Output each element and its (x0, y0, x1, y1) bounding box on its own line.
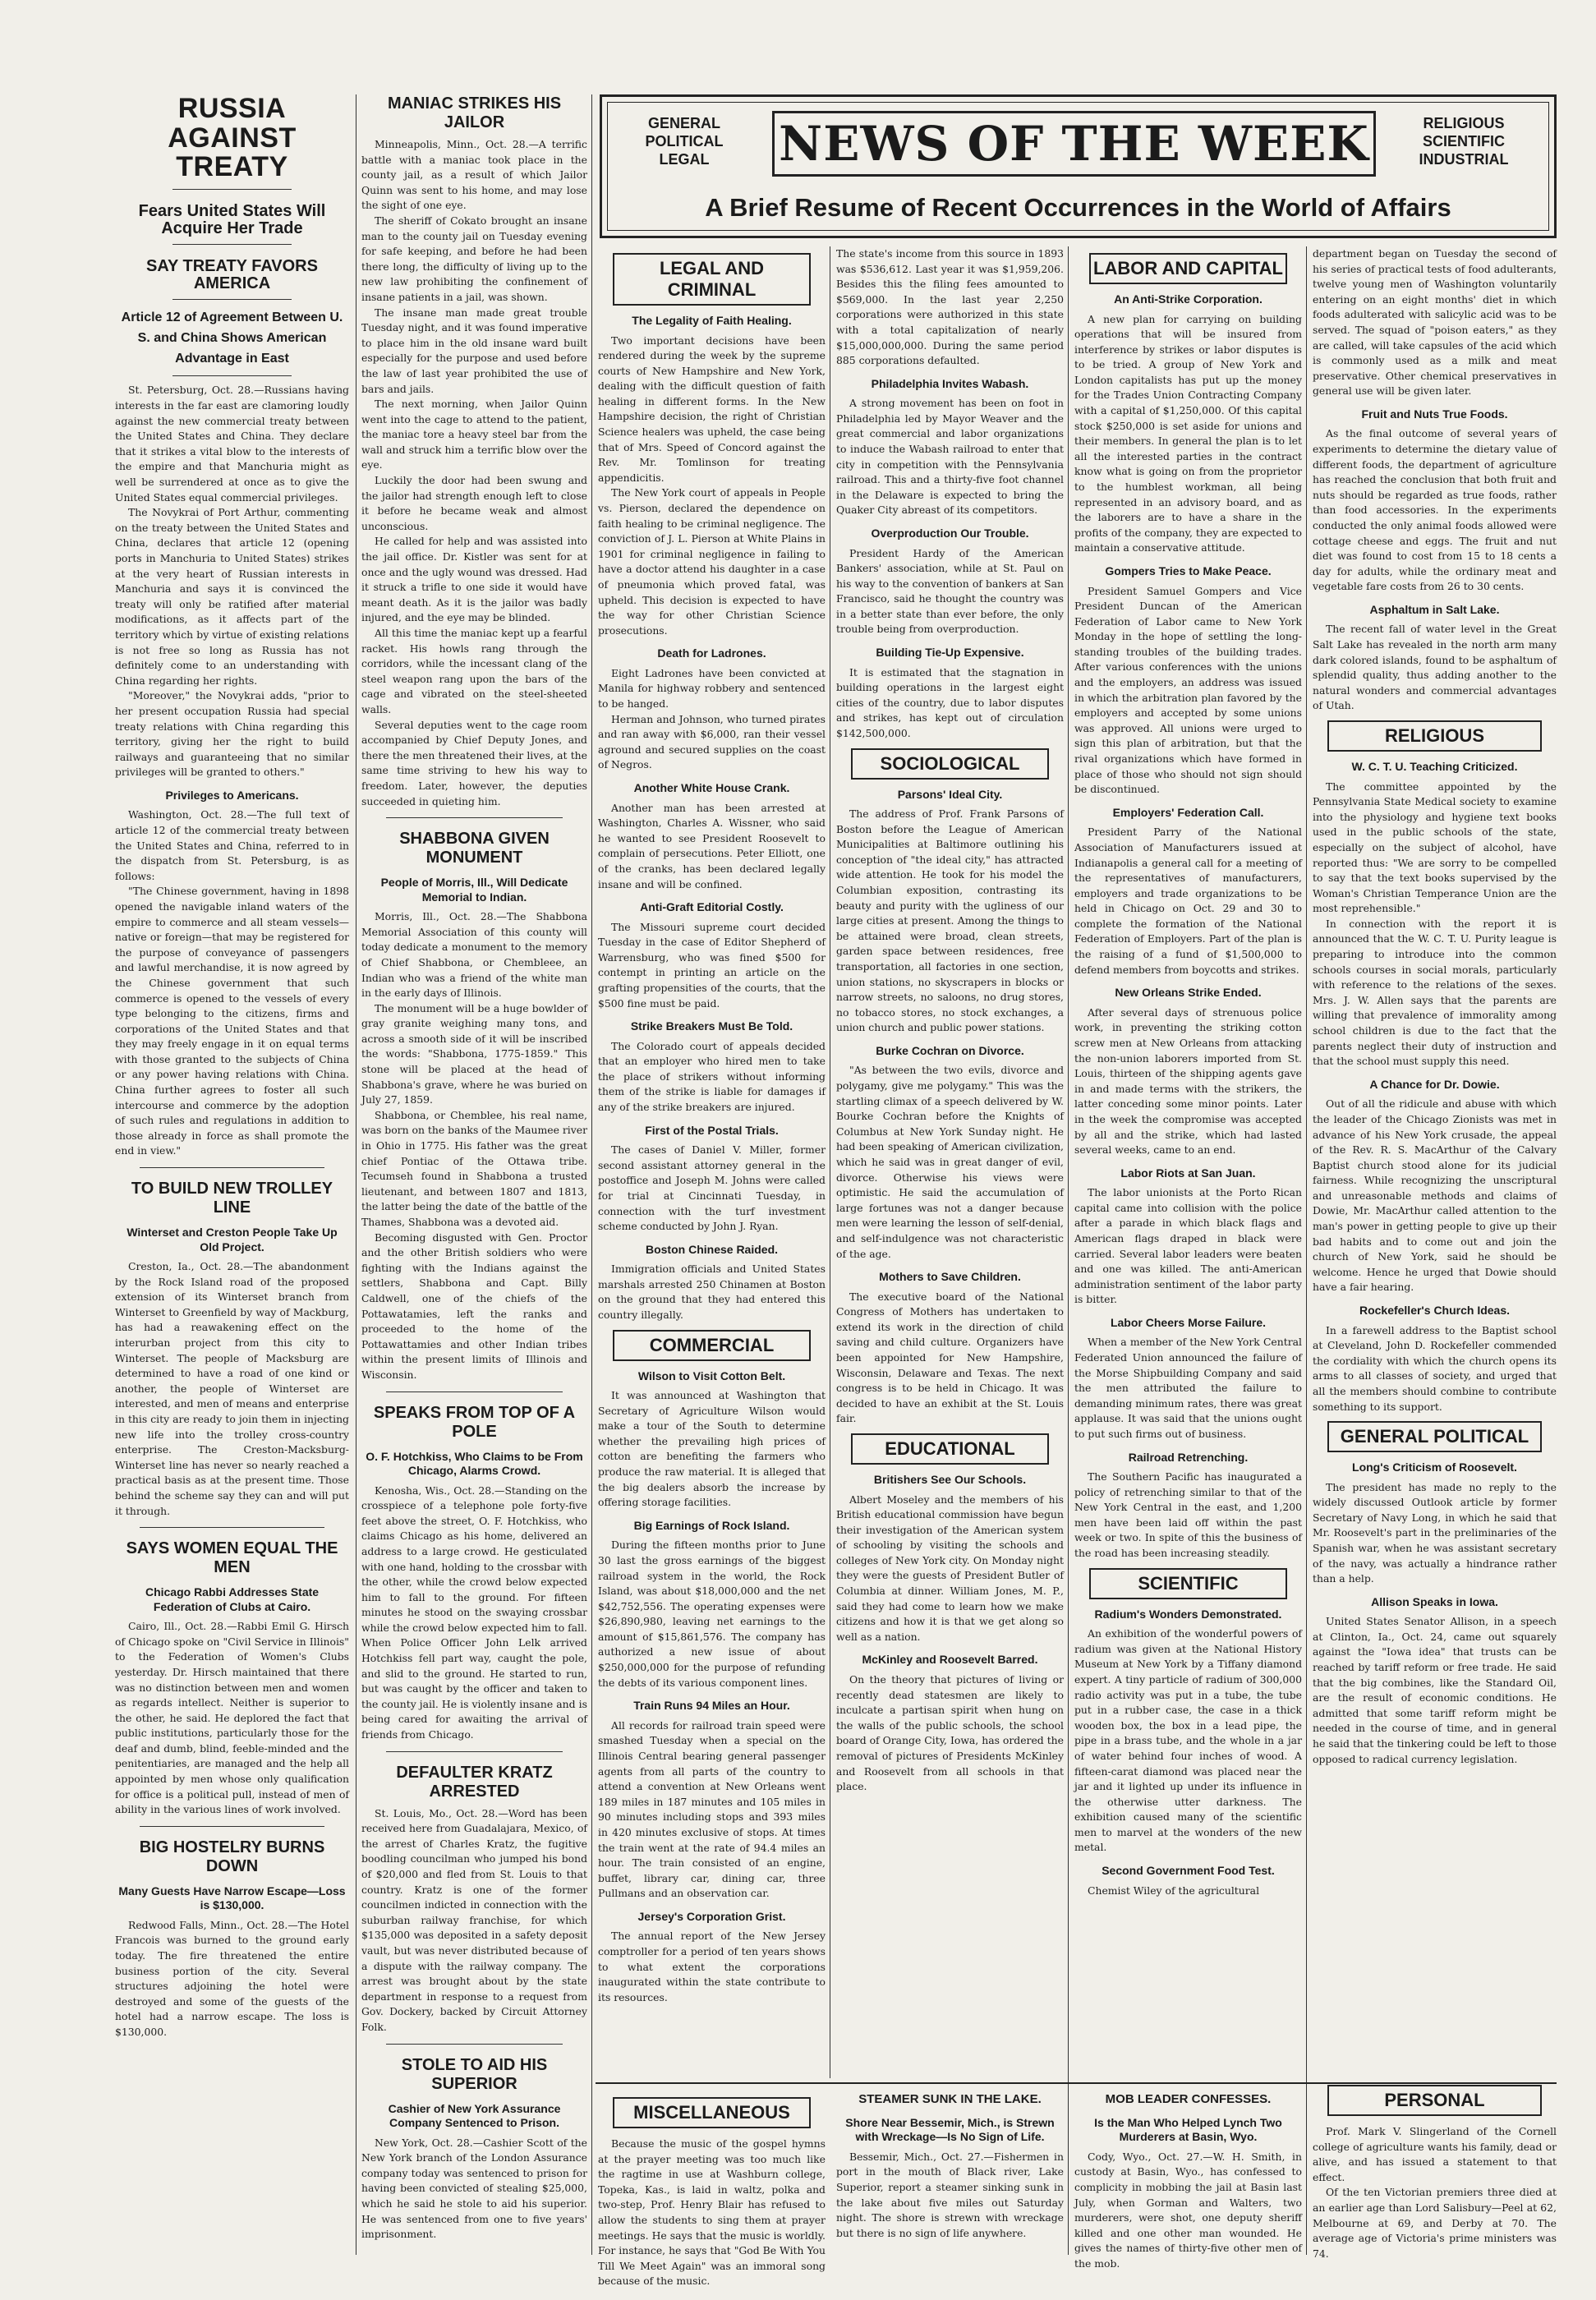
tag-general: GENERAL (647, 115, 720, 131)
section-general-political: GENERAL POLITICAL (1327, 1421, 1542, 1452)
article-paragraph: As the final outcome of several years of experiments to determine the dietary value of different foods, the department of agriculture has reached the conclusion that both fruit and nuts should be regarded as true foods, rather than food accessories. In the experiments conducted the only animal foods allowed were cottage cheese and eggs. The fruit and nut diet was found to cost from 15 to 18 cents a day for adults, while the ordinary meat and vegetable fare costs from 26 to 30 cents. (1313, 427, 1557, 593)
divider (140, 1167, 324, 1168)
article-paragraph: All this time the maniac kept up a fearful racket. His howls rang through the corridors, while the incessant clang of the steel weapon rang upon the bars of the cage and vibrated on the steel-sheeted walls. (361, 627, 587, 715)
article-paragraph: The executive board of the National Congress of Mothers has undertaken to extend its work in the direction of child saving and child culture. Organizers have been appointed for New Hampshire, Wisconsin, Delaware and Texas. The next congress is to be held in Chicago. It was decided to have an exhibit at the St. Louis fair. (836, 1290, 1064, 1425)
tag-legal: LEGAL (659, 151, 710, 168)
article-paragraph: Prof. Mark V. Slingerland of the Cornell college of agriculture wants his family, dead or alive, and has issued a statement to that effect. (1313, 2125, 1557, 2183)
article-paragraph: The annual report of the New Jersey comptroller for a period of ten years shows to what extent the corporations inaugurated within the state contribute to its resources. (598, 1930, 826, 2003)
article-paragraph: Two important decisions have been rendered during the week by the supreme courts of New Hampshire and New York, dealing with the difficult question of faith healing in different forms. In the New Hampshire decision, the right of Christian Science healers was upheld, the case being that of Mrs. Speed of Concord against the Rev. Mr. Tomlinson for treating appendicitis. (598, 334, 826, 484)
article-paragraph: A strong movement has been on foot in Philadelphia led by Mayor Weaver and the great commercial and labor organizations to induce the Wabash railroad to enter that city in competition with the Pennsylvania railroad. This and a thirty-five foot channel in the Delaware is expected to bring the Quaker City abreast of its competitors. (836, 397, 1064, 517)
subhead: Asphaltum in Salt Lake. (1369, 602, 1500, 616)
article-paragraph: The recent fall of water level in the Great Salt Lake has revealed in the north arm many dark colored islands, found to be asphaltum of splendid quality, thus adding another to the natural wonders and commercial advantages of Utah. (1313, 623, 1557, 712)
article-paragraph: Kenosha, Wis., Oct. 28.—Standing on the crosspiece of a telephone pole forty-five feet above the street, O. F. Hotchkiss, who claims Chicago as his home, delivered an address to a large crowd. He gesticulated with one hand, holding to the crossbar with the other, while the crowd below expected him to fall to the ground. For fifteen minutes he stood on the swaying crossbar while the crowd below expected him to fall. When Police Officer John Lelk arrived Hotchkiss fell part way, caught the pole, and slid to the ground. He started to run, but was caught by the officer and taken to the county jail. He is violently insane and is being cared for awaiting the arrival of friends from Chicago. (361, 1484, 587, 1741)
article-paragraph: Luckily the door had been swung and the jailor had strength enough left to close it before he became weak and almost unconscious. (361, 474, 587, 532)
deck-russia-2: SAY TREATY FAVORS AMERICA (146, 257, 318, 293)
article-paragraph: The Novykrai of Port Arthur, commenting on the treaty between the United States and China, declares that article 12 (opening ports in Manchuria to United States) strikes at the very heart of Russian interests in Manchuria and says it is convinced the treaty will only be ratified after material modifications, as it affects part of the territory which by virtue of existing relations is not free so long as Russia has not definitely come to an understanding with China regarding her rights. (115, 506, 349, 687)
subhead: Employers' Federation Call. (1112, 805, 1264, 819)
subhead: Philadelphia Invites Wabash. (871, 376, 1029, 390)
subhead: Anti-Graft Editorial Costly. (640, 900, 784, 914)
subhead: Labor Riots at San Juan. (1120, 1166, 1256, 1180)
deck-trolley: Winterset and Creston People Take Up Old Project. (126, 1226, 338, 1254)
article-paragraph: The labor unionists at the Porto Rican capital came into collision with the police after a parade in which black flags and American flags draped in black were carried. Several labor leaders were beaten and one was killed. The anti-American administration sentiment of the labor party is bitter. (1074, 1186, 1302, 1306)
subhead: Mothers to Save Children. (879, 1270, 1021, 1284)
section-labor-capital: LABOR AND CAPITAL (1089, 253, 1287, 284)
subhead: Privileges to Americans. (165, 788, 299, 802)
deck-hostelry: Many Guests Have Narrow Escape—Loss is $130,000. (118, 1884, 346, 1912)
subhead: Rockefeller's Church Ideas. (1359, 1304, 1511, 1318)
article-paragraph: All records for railroad train speed were smashed Tuesday when a special on the Illinois Central bearing general passenger agents from all parts of the country to attend a convention at New Orleans went 189 miles in 187 minutes and 105 miles in 90 minutes including stops and 393 miles in 420 minutes exclusive of stops. At times the train went at the rate of 94.4 miles an hour. The train consisted of an engine, buffet, library car, dining car, three Pullmans and an observation car. (598, 1718, 826, 1900)
article-paragraph: After several days of strenuous police work, in preventing the striking cotton screw men at New Orleans from attacking the non-union laborers imported from St. Louis, thirteen of the shipping agents gave in and made terms with the strikers, the latter conceding some minor points. Later in the week the compromise was accepted by all and the strike, which had lasted several weeks, came to an end. (1074, 1005, 1302, 1157)
section-scientific: SCIENTIFIC (1089, 1568, 1287, 1599)
article-paragraph: Bessemir, Mich., Oct. 27.—Fishermen in port in the mouth of Black river, Lake Superior, report a steamer sinking sunk in the lake about five miles out Saturday night. The shore is strewn with wreckage but there is no sign of life anywhere. (836, 2150, 1064, 2239)
divider (172, 244, 292, 245)
subhead: Allison Speaks in Iowa. (1371, 1594, 1498, 1608)
column-2 (361, 94, 587, 2255)
deck-shabbona: People of Morris, Ill., Will Dedicate Memorial to Indian. (380, 876, 568, 904)
article-paragraph: New York, Oct. 28.—Cashier Scott of the New York branch of the London Assurance company today was sentenced to prison for having been convicted of stealing $25,000, which he said he stole to aid his superior. He was sentenced from one to five years' imprisonment. (361, 2136, 587, 2241)
article-paragraph: department began on Tuesday the second of his series of practical tests of food adulterants, twelve young men of Washington voluntarily entering on an eight months' diet in which foods adulterated with salicylic acid was to be served. The squad of "poison eaters," as they are called, will take capsules of the acid which is commonly used as a milk and meat preservative. Other chemical preservatives in general use will be given later. (1313, 247, 1557, 398)
column-5 (1074, 246, 1302, 2078)
subhead: An Anti-Strike Corporation. (1114, 292, 1263, 306)
subhead: Second Government Food Test. (1102, 1864, 1275, 1878)
article-paragraph: In a farewell address to the Baptist school at Cleveland, John D. Rockefeller commended the cordiality with which the church opens its arms to all classes of society, and urged that all the members should combine to contribute something to its support. (1313, 1323, 1557, 1413)
article-paragraph: The next morning, when Jailor Quinn went into the cage to attend to the patient, the maniac tore a heavy steel bar from the wall and struck him a terrific blow over the eye. (361, 398, 587, 472)
subhead: Long's Criticism of Roosevelt. (1352, 1460, 1517, 1474)
subhead: The Legality of Faith Healing. (632, 314, 792, 327)
article-paragraph: Creston, Ia., Oct. 28.—The abandonment by the Rock Island road of the proposed extension of its Winterset branch from Winterset to Greenfield by way of Mackburg, has had a reawakening effect on the interurban project from this city to Winterset. The people of Macksburg are determined to have a road of one kind or another, the people of Winterset are interested, and men of means and enterprise in this city are ready to join them in injecting new life into the trolley cross-country enterprise. The Creston-Macksburg-Winterset line has never so nearly reached a practical basis as at the present time. Those behind the scheme say they can and will put it through. (115, 1260, 349, 1517)
article-paragraph: He called for help and was assisted into the jail office. Dr. Kistler was sent for at once and the ugly wound was dressed. Had it struck a trifle to one side it would have meant death. As it is the jailor was badly injured, and the eye may be blinded. (361, 535, 587, 624)
subhead: First of the Postal Trials. (645, 1123, 779, 1137)
column-rule (1068, 246, 1069, 2255)
column-rule (1306, 246, 1307, 2255)
article-paragraph: The Colorado court of appeals decided that an employer who hired men to take the place of strikers without informing them of the strike is liable for damages if any of the strike breakers are injured. (598, 1039, 826, 1114)
article-paragraph: It is estimated that the stagnation in building operations in the largest eight cities of the country, due to labor disputes and strikes, has kept out of circulation $142,500,000. (836, 665, 1064, 739)
subhead: Strike Breakers Must Be Told. (630, 1019, 793, 1033)
headline-shabbona: SHABBONA GIVEN MONUMENT (399, 830, 550, 867)
bottom-steamer (836, 2091, 1064, 2255)
article-paragraph: Washington, Oct. 28.—The full text of article 12 of the commercial treaty between the United States and China, referred to in the dispatch from St. Petersburg, is as follows: (115, 808, 349, 882)
divider (172, 299, 292, 300)
headline-steamer: STEAMER SUNK IN THE LAKE. (858, 2092, 1042, 2106)
article-paragraph: Several deputies went to the cage room accompanied by Chief Deputy Jones, and there the men threatened their lives, at the same time striving to hew his way to freedom. Later, however, the deputies succeeded in quieting him. (361, 718, 587, 807)
headline-stole: STOLE TO AID HIS SUPERIOR (401, 2055, 548, 2093)
masthead (600, 94, 1557, 238)
article-paragraph: The New York court of appeals in People vs. Pierson, declared the dependence on faith healing to be criminal negligence. The conviction of J. L. Pierson at White Plains in 1901 for criminal negligence in failing to have a doctor attend his daughter in a case of pneumonia which proved fatal, was upheld. This decision is expected to have the way for other Christian Science prosecutions. (598, 486, 826, 637)
article-paragraph: The insane man made great trouble Tuesday night, and it was found imperative to place him in the old insane ward built especially for the purpose and used before the law of last year prohibited the use of bars and jails. (361, 306, 587, 395)
subhead: Gompers Tries to Make Peace. (1105, 564, 1272, 577)
subhead: Train Runs 94 Miles an Hour. (633, 1699, 790, 1713)
section-legal-criminal: LEGAL AND CRIMINAL (613, 253, 811, 306)
article-paragraph: Cody, Wyo., Oct. 27.—W. H. Smith, in custody at Basin, Wyo., has confessed to complicity in mobbing the jail at Basin last July, when Gorman and Walters, two murderers, were shot, one deputy sheriff killed and one other man wounded. He gives the names of thirty-five other men of the mob. (1074, 2150, 1302, 2270)
divider (386, 817, 563, 818)
headline-mob: MOB LEADER CONFESSES. (1105, 2092, 1272, 2106)
subhead: Wilson to Visit Cotton Belt. (637, 1368, 786, 1382)
subhead: Railroad Retrenching. (1128, 1450, 1249, 1464)
article-paragraph: President Hardy of the American Bankers' association, while at St. Paul on his way to the convention of bankers at San Francisco, said he thought the country was in a better state than ever before, the only trouble being from overproduction. (836, 546, 1064, 636)
bottom-mob (1074, 2091, 1302, 2270)
article-paragraph: Because the music of the gospel hymns at the prayer meeting was too much like the ragtime in use at Washburn college, Topeka, Kas., is laid in waltz, polka and two-step, Prof. Henry Blair has refused to allow the students to sing them at prayer meetings. He says that the music is worldly. For instance, he says that "God Be With You Till We Meet Again" was an immoral song because of the music. (598, 2137, 826, 2288)
divider (140, 1826, 324, 1827)
masthead-frame (607, 102, 1549, 231)
headline-hostelry: BIG HOSTELRY BURNS DOWN (139, 1838, 325, 1875)
masthead-subtitle: A Brief Resume of Recent Occurrences in the World of Affairs (705, 193, 1451, 222)
bottom-miscellaneous (598, 2091, 826, 2288)
headline-trolley: TO BUILD NEW TROLLEY LINE (131, 1180, 333, 1217)
article-paragraph: Morris, Ill., Oct. 28.—The Shabbona Memorial Association of this county will today dedicate a monument to the memory of Chief Shabbona, or Chembleee, an Indian who was a friend of the white man in the early days of Illinois. (361, 910, 587, 1000)
subhead: A Chance for Dr. Dowie. (1369, 1077, 1500, 1091)
deck-russia-3: Article 12 of Agreement Between U. S. and China Shows American Advantage in East (121, 310, 343, 366)
column-rule (591, 94, 592, 2255)
column-3 (598, 246, 826, 2078)
article-paragraph: Of the ten Victorian premiers three died at an earlier age than Lord Salisbury—Peel at 62, Melbourne at 69, and Derby at 70. The average age of Victoria's prime ministers was 74. (1313, 2186, 1557, 2260)
tag-scientific: SCIENTIFIC (1422, 133, 1505, 150)
subhead: Death for Ladrones. (657, 646, 766, 660)
divider (386, 2044, 563, 2045)
masthead-right-tags (1394, 114, 1534, 168)
column-4 (836, 246, 1064, 2078)
article-paragraph: When a member of the New York Central Federated Union announced the failure of the Morse Shipbuilding Company and said the men attributed the failure to demanding minimum rates, there was great applause. It was said that the unions ought to put such firms out of business. (1074, 1336, 1302, 1440)
article-paragraph: Eight Ladrones have been convicted at Manila for highway robbery and sentenced to be hanged. (598, 666, 826, 711)
deck-steamer: Shore Near Bessemir, Mich., is Strewn with Wreckage—Is No Sign of Life. (845, 2115, 1055, 2144)
article-paragraph: Albert Moseley and the members of his British educational commission have begun their investigation of the American system of schooling by visiting the schools and colleges of New York city. On Monday night they were the guests of President Butler of Columbia at dinner. William Jones, M. P., said they had come to learn how we make citizens and how it is that we get along so well as a nation. (836, 1493, 1064, 1643)
section-religious: RELIGIOUS (1327, 720, 1542, 752)
divider (172, 375, 292, 376)
article-paragraph: During the fifteen months prior to June 30 last the gross earnings of the biggest railroad system in the world, the Rock Island, was about $18,000,000 and the net $42,752,556. The operating expenses were $26,890,980, leaving net earnings to the amount of $15,861,576. The company has authorized a new issue of about $250,000,000 for the purpose of refunding the debts of its various component lines. (598, 1539, 826, 1689)
article-paragraph: Another man has been arrested at Washington, Charles A. Wissner, who said he wanted to see President Roosevelt to complain of persecutions. Peter Elliott, one of the cranks, has been declared legally insane and will be confined. (598, 801, 826, 890)
subhead: Britishers See Our Schools. (873, 1473, 1027, 1486)
article-paragraph: Chemist Wiley of the agricultural (1088, 1884, 1260, 1897)
subhead: Burke Cochran on Divorce. (876, 1043, 1024, 1057)
article-paragraph: The cases of Daniel V. Miller, former second assistant attorney general in the postoffice and Joseph M. Johns were called for trial at Cincinnati Tuesday, in connection with the turf investment scheme conducted by John J. Ryan. (598, 1143, 826, 1233)
newspaper-page (115, 93, 1557, 2288)
article-paragraph: The Southern Pacific has inaugurated a policy of retrenching similar to that of the New York Central in the east, and 1,200 men have been laid off within the past week or two. In spite of this the business of the road has been increasing steadily. (1074, 1470, 1302, 1560)
subhead: Fruit and Nuts True Foods. (1361, 407, 1508, 421)
article-paragraph: The state's income from this source in 1893 was $536,612. Last year it was $1,959,206. Besides this the filing fees amounted to $569,000. In the last year 2,250 corporations were authorized in this state with a total capitalization of nearly $15,000,000,000. During the same period 885 corporations defaulted. (836, 247, 1064, 367)
section-personal: PERSONAL (1327, 2085, 1542, 2116)
divider (140, 1527, 324, 1528)
article-paragraph: The Missouri supreme court decided Tuesday in the case of Editor Shepherd of Warrensburg, who was fined $500 for contempt in printing an article on the grafting propensities of the courts, that the $500 fine must be paid. (598, 920, 826, 1010)
article-paragraph: St. Petersburg, Oct. 28.—Russians having interests in the far east are clamoring loudly against the new commercial treaty between the United States and China. They declare that it strikes a vital blow to the interests of the empire and that Manchuria might as well be surrendered at once as to give the United States equal commercial privileges. (115, 384, 349, 504)
article-paragraph: A new plan for carrying on building operations that will be insured from interference by strikes or labor disputes is to be tried. A group of New York and London capitalists has put up the money for the Trades Union Contracting Company with a capital of $1,250,000. Of this capital stock $250,000 is set aside for unions and their members. In general the plan is to let all the interested parties in the contract know what is going on from the proprietor to the humblest workman, all being represented in an advisory board, and as the laborers are to have a share in the profits of the company, they are expected to maintain a conservative attitude. (1074, 312, 1302, 554)
article-paragraph: President Samuel Gompers and Vice President Duncan of the American Federation of Labor came to New York Monday in the hope of settling the long-standing troubles of the building trades. After various conferences with the unions and the employers, an address was issued in which the arbitration plan favored by the employers and accepted by some unions was approved. All unions were urged to sign this plan of arbitration, but that the rival organizations which have formed in place of those who should not sign should be discontinued. (1074, 584, 1302, 796)
article-paragraph: Herman and Johnson, who turned pirates and ran away with $6,000, ran their vessel aground and secured supplies on the coast of Negros. (598, 712, 826, 771)
article-paragraph: Shabbona, or Chemblee, his real name, was born on the banks of the Maumee river in Ohio in 1775. His father was the great chief Pontiac of the Ottawa tribe. Tecumseh found in Shabbona a trusted lieutenant, and between 1807 and 1813, the latter being the date of the battle of the Thames, Shabbona was a devoted aid. (361, 1108, 588, 1228)
article-paragraph: "Moreover," the Novykrai adds, "prior to her present occupation Russia had special treaty relations with China regarding this territory, giving her the right to build railways and guaranteeing that no similar privileges will be granted to others." (115, 689, 349, 779)
deck-mob: Is the Man Who Helped Lynch Two Murderers at Basin, Wyo. (1094, 2115, 1282, 2144)
column-1 (115, 94, 349, 2255)
article-paragraph: On the theory that pictures of living or recently dead statesmen are likely to inculcate a partisan spirit when hung on the walls of the public schools, the school board of Orange City, Iowa, has ordered the removal of pictures of Presidents McKinley and Roosevelt from all schools in that place. (836, 1672, 1064, 1793)
section-miscellaneous: MISCELLANEOUS (613, 2097, 811, 2128)
subhead: Parsons' Ideal City. (897, 787, 1003, 801)
column-6 (1313, 246, 1557, 2078)
article-paragraph: The address of Prof. Frank Parsons of Boston before the League of American Municipalities at Baltimore outlining his conception of "the ideal city," has attracted wide attention. He took for his model the Columbian exposition, contrasting its beauty and purity with the ugliness of our large cities at present. Among the things to be attained were broad, clean streets, garden space between residences, free transportation, all factories in one section, union stations, no skyscrapers in blocks or narrow streets, no saloons, no drug stores, no tobacco stores, no stock exchanges, a union church and public power stations. (836, 807, 1064, 1034)
article-paragraph: An exhibition of the wonderful powers of radium was given at the National History Museum at New York by a Tiffany diamond expert. A tiny particle of radium of 300,000 radio activity was put in a tube, the tube put in a rubber case, the case in a thick wooden box, the box in a lead pipe, the pipe in a brass tube, and the whole in a jar of water behind four inches of wood. A fifteen-carat diamond was placed near the jar and it lighted up under its influence in the otherwise utter darkness. The exhibition caused many of the scientific men to marvel at the wonders of the new metal. (1074, 1627, 1302, 1854)
headline-russia: RUSSIA AGAINST TREATY (168, 93, 297, 183)
subhead: Building Tie-Up Expensive. (876, 646, 1024, 660)
deck-stole: Cashier of New York Assurance Company Sentenced to Prison. (388, 2101, 561, 2130)
deck-women: Chicago Rabbi Addresses State Federation of Clubs at Cairo. (145, 1585, 320, 1613)
headline-women: SAYS WOMEN EQUAL THE MEN (126, 1539, 338, 1577)
article-paragraph: Out of all the ridicule and abuse with which the leader of the Chicago Zionists was met in advance of his New York crusade, the appeal of the Rev. R. S. MacArthur of the Calvary Baptist church stood alone for its judicial fairness. While recognizing the unscriptural and unreasonable methods and claims of Dowie, Mr. MacArthur called attention to the man's power in getting people to give up their bad habits and to come out and join the church of New York, said he should be welcome. Hence he urged that Dowie should have a fair hearing. (1313, 1097, 1557, 1294)
section-sociological: SOCIOLOGICAL (851, 748, 1049, 780)
tag-industrial: INDUSTRIAL (1419, 151, 1509, 168)
article-paragraph: In connection with the report it is announced that the W. C. T. U. Purity league is preparing to introduce into the common schools courses in social morals, particularly with reference to the relations of the sexes. Mrs. J. W. Allen says that the parents are willing that prevalence of immorality among school children is due to the fact that the parents neglect their duty of instruction and that the school must supply this need. (1313, 917, 1557, 1068)
headline-kratz: DEFAULTER KRATZ ARRESTED (396, 1763, 553, 1801)
article-paragraph: The president has made no reply to the widely discussed Outlook article by former Secretary of Navy Long, in which he said that Mr. Roosevelt's part in the preliminaries of the Spanish war, when he was assistant secretary of the navy, was actually a hindrance rather than a help. (1313, 1480, 1557, 1585)
section-educational: EDUCATIONAL (851, 1433, 1049, 1465)
divider (386, 1751, 563, 1752)
article-paragraph: "As between the two evils, divorce and polygamy, give me polygamy." This was the startling climax of a speech delivered by W. Bourke Cochran before the Knights of Columbus at New York Sunday night. He had been speaking of American civilization, which he said was in great danger of evil, divorce. Otherwise his views were optimistic. He said the accumulation of large fortunes was not a danger because men were learning the lesson of self-denial, and self-indulgence was not characteristic of the age. (836, 1064, 1064, 1260)
subhead: Labor Cheers Morse Failure. (1110, 1315, 1267, 1329)
subhead: Boston Chinese Raided. (645, 1242, 779, 1256)
subhead: W. C. T. U. Teaching Criticized. (1351, 760, 1518, 774)
subhead: Jersey's Corporation Grist. (637, 1909, 786, 1923)
article-paragraph: Cairo, Ill., Oct. 28.—Rabbi Emil G. Hirsch of Chicago spoke on "Civil Service in Illinois" to the Federation of Women's Clubs yesterday. Dr. Hirsch maintained that there was no distinction between men and women as regards intellect. Neither is superior to the other, he said. He deplored the fact that public institutions, particularly those for the deaf and dumb, blind, feeble-minded and the penitentiaries, are managed and the help all appointed by men whose only qualification for office is a political pull, instead of men of ability in the various lines of work involved. (115, 1620, 349, 1816)
masthead-left-tags (623, 114, 746, 168)
article-paragraph: "The Chinese government, having in 1898 opened the navigable inland waters of the empire to commerce and all steam vessels—native or foreign—that may be registered for the purpose of conveyance of passengers and lawful merchandise, it is now agreed by the Chinese government that such commerce is opened to the vessels of every type belonging to the citizens, firms and corporations of the United States and that they may freely engage in it on equal terms with those granted to the subjects of China or any power having relations with China. China further agrees to foster all such intercourse and commerce by the adoption of such rules and regulations in addition to those already in force as shall promote the end in view." (115, 885, 349, 1157)
article-paragraph: The monument will be a huge bowlder of gray granite weighing many tons, and across a smooth side of it will be inscribed the words: "Shabbona, 1775-1859." This stone will be placed at the head of Shabbona's grave, where he was buried on July 27, 1859. (361, 1001, 587, 1106)
subhead: McKinley and Roosevelt Barred. (862, 1653, 1038, 1667)
headline-maniac: MANIAC STRIKES HIS JAILOR (387, 94, 562, 131)
subhead: Radium's Wonders Demonstrated. (1094, 1607, 1282, 1621)
article-paragraph: Minneapolis, Minn., Oct. 28.—A terrific battle with a maniac took place in the county jail, as a result of which Jailor Quinn was sent to his home, and may lose the sight of one eye. (361, 138, 587, 212)
section-commercial: COMMERCIAL (613, 1330, 811, 1361)
article-paragraph: Immigration officials and United States marshals arrested 250 Chinamen at Boston on the ground that they had entered this country illegally. (598, 1263, 826, 1321)
article-paragraph: President Parry of the National Association of Manufacturers issued at Indianapolis a general call for a meeting of the representatives of manufacturers, employers and trade organizations to be held in Chicago on Oct. 29 and 30 to complete the formation of the National Federation of Employers. Part of the plan is the raising of a fund of $1,500,000 to defend members from boycotts and strikes. (1074, 826, 1302, 976)
article-paragraph: It was announced at Washington that Secretary of Agriculture Wilson would make a tour of the South to determine whether the prevailing high prices of cotton are benefiting the farmers who produce the raw material. It is alleged that the big dealers absorb the increase by offering storage facilities. (598, 1389, 826, 1509)
article-paragraph: The committee appointed by the Pennsylvania State Medical society to examine into the physiology and hygiene text books used in the public schools of the state, especially on the subject of alcohol, have reported thus: "We are sorry to be compelled to say that the text books supervised by the Woman's Christian Temperance Union are the most reprehensible." (1313, 780, 1557, 915)
deck-pole: O. F. Hotchkiss, Who Claims to be From Chicago, Alarms Crowd. (366, 1449, 583, 1478)
subhead: Overproduction Our Trouble. (871, 527, 1029, 540)
subhead: Big Earnings of Rock Island. (633, 1518, 790, 1532)
article-paragraph: Redwood Falls, Minn., Oct. 28.—The Hotel Francois was burned to the ground early today. The fire threatened the entire business portion of the city. Several structures adjoining the hotel were destroyed and some of the guests of the hotel had a narrow escape. The loss is $130,000. (115, 1918, 349, 2039)
tag-religious: RELIGIOUS (1423, 115, 1505, 131)
article-paragraph: St. Louis, Mo., Oct. 28.—Word has been received here from Guadalajara, Mexico, of the arrest of Charles Kratz, the fugitive boodling councilman who jumped his bond of $20,000 and fled from St. Louis to that country. Kratz is one of the former councilmen indicted in connection with the suburban railway franchise, for which $135,000 was deposited in a safety deposit vault, but was never distributed because of a dispute with the railway company. The arrest was brought about by the state department in response to a request from Gov. Dockery, backed by Circuit Attorney Folk. (361, 1806, 587, 2033)
article-paragraph: Becoming disgusted with Gen. Proctor and the other British soldiers who were fighting with the Indians against the settlers, Shabbona and Capt. Billy Caldwell, one of the chiefs of the Pottawatamies, left the ranks and proceeded to the home of the Pottawattamies and other Indian tribes within the present limits of Illinois and Wisconsin. (361, 1230, 587, 1381)
article-paragraph: The sheriff of Cokato brought an insane man to the county jail on Tuesday evening for safe keeping, and before he had been there long, the difficulty of living up to the new law prohibiting the confinement of insane patients in a jail, was shown. (361, 214, 587, 303)
bottom-personal (1313, 2078, 1557, 2260)
masthead-title: NEWS OF THE WEEK (772, 111, 1376, 177)
headline-pole: SPEAKS FROM TOP OF A POLE (373, 1403, 576, 1441)
subhead: Another White House Crank. (633, 781, 790, 795)
divider (172, 189, 292, 190)
subhead: New Orleans Strike Ended. (1115, 986, 1262, 1000)
article-paragraph: United States Senator Allison, in a speech at Clinton, Ia., Oct. 24, came out squarely against the "Iowa idea" that trusts can be reached by tariff reform or free trade. He said that the big combines, like the Standard Oil, are the result of economic conditions. He admitted that some tariff reform might be needed in the course of time, and in general he said that the tinkering could be left to those opposed to radical currency legislation. (1313, 1615, 1557, 1765)
tag-political: POLITICAL (645, 133, 724, 150)
deck-russia: Fears United States Will Acquire Her Trade (138, 202, 326, 238)
